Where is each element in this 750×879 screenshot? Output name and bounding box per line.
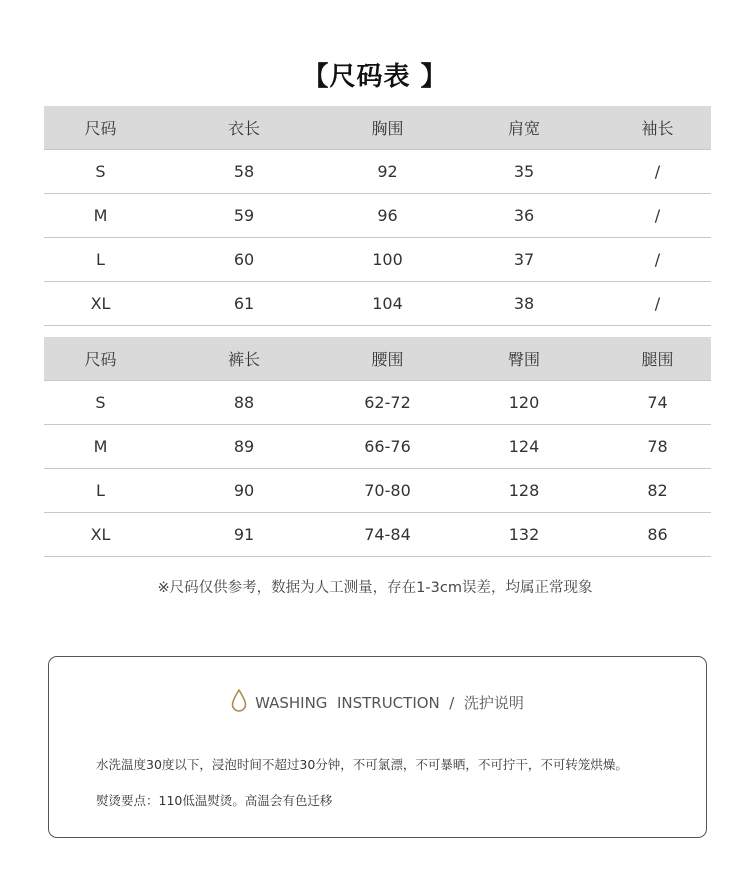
table-row	[44, 469, 711, 513]
table-cell: 124	[444, 425, 604, 469]
table-row	[44, 194, 711, 238]
table-cell: 86	[604, 513, 711, 557]
table-row	[44, 238, 711, 282]
header-cell: 尺码	[44, 337, 157, 381]
table-header-row	[44, 106, 711, 150]
header-cell: 胸围	[331, 106, 444, 150]
table-cell: 120	[444, 381, 604, 425]
washing-title: WASHING INSTRUCTION / 洗护说明	[255, 694, 524, 712]
header-cell: 臀围	[444, 337, 604, 381]
table-cell: /	[604, 194, 711, 238]
table-cell: 66-76	[331, 425, 444, 469]
table-cell: 88	[157, 381, 331, 425]
table-cell: 132	[444, 513, 604, 557]
table-cell: XL	[44, 282, 157, 326]
table-cell: 78	[604, 425, 711, 469]
table-cell: 60	[157, 238, 331, 282]
measurement-note: ※尺码仅供参考，数据为人工测量，存在1-3cm误差，均属正常现象	[157, 580, 593, 596]
table-cell: 82	[604, 469, 711, 513]
table-cell: S	[44, 150, 157, 194]
table-row	[44, 381, 711, 425]
header-cell: 衣长	[157, 106, 331, 150]
table-cell: 59	[157, 194, 331, 238]
water-drop-icon	[231, 689, 247, 717]
table-cell: 90	[157, 469, 331, 513]
top-size-table	[44, 106, 711, 326]
table-row	[44, 282, 711, 326]
table-header-row	[44, 337, 711, 381]
bottom-size-table	[44, 337, 711, 557]
header-cell: 腰围	[331, 337, 444, 381]
table-cell: /	[604, 238, 711, 282]
header-cell: 肩宽	[444, 106, 604, 150]
table-cell: 74	[604, 381, 711, 425]
table-row	[44, 513, 711, 557]
table-cell: /	[604, 150, 711, 194]
table-cell: 104	[331, 282, 444, 326]
table-row	[44, 425, 711, 469]
table-cell: /	[604, 282, 711, 326]
table-cell: 91	[157, 513, 331, 557]
header-cell: 腿围	[604, 337, 711, 381]
table-cell: L	[44, 469, 157, 513]
header-cell: 袖长	[604, 106, 711, 150]
washing-temperature-text: 水洗温度30度以下，浸泡时间不超过30分钟，不可氯漂，不可暴晒，不可拧干，不可转笼烘燥。	[96, 757, 628, 772]
table-cell: L	[44, 238, 157, 282]
table-cell: 92	[331, 150, 444, 194]
table-cell: 70-80	[331, 469, 444, 513]
washing-title-row	[49, 689, 706, 717]
table-cell: 62-72	[331, 381, 444, 425]
table-cell: 35	[444, 150, 604, 194]
table-cell: 38	[444, 282, 604, 326]
table-cell: 58	[157, 150, 331, 194]
table-cell: 36	[444, 194, 604, 238]
header-cell: 尺码	[44, 106, 157, 150]
ironing-text: 熨烫要点：110低温熨烫。高温会有色迁移	[96, 793, 333, 808]
table-cell: 89	[157, 425, 331, 469]
table-cell: 74-84	[331, 513, 444, 557]
washing-instruction-box	[48, 656, 707, 838]
table-cell: 37	[444, 238, 604, 282]
table-cell: XL	[44, 513, 157, 557]
header-cell: 裤长	[157, 337, 331, 381]
table-cell: 96	[331, 194, 444, 238]
table-cell: 100	[331, 238, 444, 282]
table-cell: M	[44, 194, 157, 238]
table-cell: M	[44, 425, 157, 469]
table-cell: S	[44, 381, 157, 425]
table-cell: 128	[444, 469, 604, 513]
table-row	[44, 150, 711, 194]
table-cell: 61	[157, 282, 331, 326]
page-title: 【尺码表 】	[302, 62, 448, 92]
